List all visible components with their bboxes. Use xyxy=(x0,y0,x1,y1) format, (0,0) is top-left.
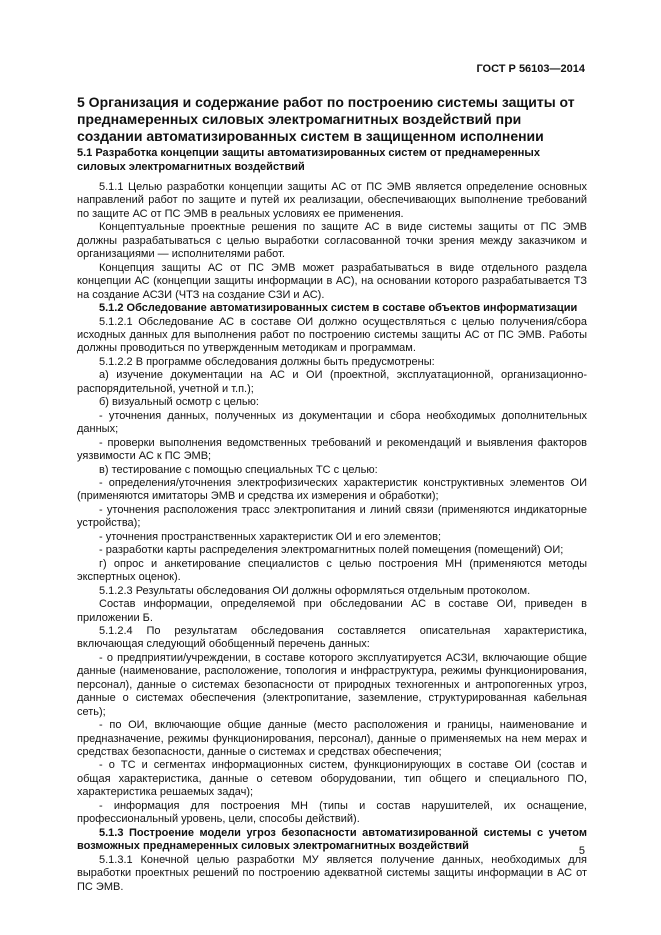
paragraph: 5.1.2.3 Результаты обследования ОИ должны оформляться отдельным протоколом. xyxy=(99,584,531,597)
list-item: в) тестирование с помощью специальных ТС с целью: xyxy=(99,463,378,476)
list-item: а) изучение документации на АС и ОИ (проектной, эксплуатационной, организационно-распорядительной, учетной и т.п.); xyxy=(77,369,587,395)
paragraph: 5.1.2.2 В программе обследования должны быть предусмотрены: xyxy=(99,355,435,368)
list-item: - уточнения пространственных характеристик ОИ и его элементов; xyxy=(99,530,442,543)
list-item: г) опрос и анкетирование специалистов с целью построения МН (применяются методы экспертных оценок). xyxy=(77,557,587,584)
list-item: - разработки карты распределения электромагнитных полей помещения (помещений) ОИ; xyxy=(99,544,564,557)
paragraph: 5.1.3.1 Конечной целью разработки МУ является получение данных, необходимых для выработки проектных решений по построению адекватной системы защиты информации в АС от ПС ЭМВ. xyxy=(77,853,587,893)
list-item: б) визуальный осмотр с целью: xyxy=(99,396,259,409)
list-item: - по ОИ, включающие общие данные (место расположения и границы, наименование и предназначение, режимы функционирования, персонал), данные о применяемых на нем мерах и средствах безопасности, данные о системах и средствах обеспечения; xyxy=(77,719,587,759)
list-item: - информация для построения МН (типы и состав нарушителей, их оснащение, профессиональный уровень, цели, способы действий). xyxy=(77,799,587,826)
paragraph: Концептуальные проектные решения по защите АС в виде системы защиты от ПС ЭМВ должны разрабатываться с целью выработки согласованной точки зрения между заказчиком и организациями — исполнителями работ. xyxy=(77,221,587,261)
list-item: - о ТС и сегментах информационных систем, функционирующих в составе ОИ (состав и общая характеристика, данные о сетевом оборудовании, тип общего и специального ПО, характеристика решаемых задач); xyxy=(77,759,587,799)
paragraph: Состав информации, определяемой при обследовании АС в составе ОИ, приведен в приложении Б. xyxy=(77,598,587,624)
subsection-title: 5.1 Разработка концепции защиты автоматизированных систем от преднамеренных силовых электромагнитных воздействий xyxy=(77,147,540,173)
page-number: 5 xyxy=(578,845,585,857)
standard-number: ГОСТ Р 56103—2014 xyxy=(476,63,585,75)
list-item: - о предприятии/учреждении, в составе которого эксплуатируется АСЗИ, включающие общие данные (наименование, расположение, топология и инфраструктура, режимы функционирования, персонал), данные о системах безопасности от природных техногенных и антропогенных угроз, данные о системах обеспечения (электропитание, заземление, структурированная кабельная сеть); xyxy=(77,651,587,718)
list-item: - определения/уточнения электрофизических характеристик конструктивных элементов ОИ (применяются имитаторы ЭМВ и средства их измерения и обработки); xyxy=(77,476,587,503)
paragraph: 5.1.2.4 По результатам обследования составляется описательная характеристика, включающая следующий обобщенный перечень данных: xyxy=(77,624,587,651)
list-item: - уточнения расположения трасс электропитания и линий связи (применяются индикаторные устройства); xyxy=(77,503,587,530)
list-item: - проверки выполнения ведомственных требований и рекомендаций и выявления факторов уязвимости АС к ПС ЭМВ; xyxy=(77,436,587,463)
subsection-heading: 5.1.2 Обследование автоматизированных систем в составе объектов информатизации xyxy=(99,302,578,315)
document-body xyxy=(77,181,587,894)
subsection-heading: 5.1.3 Построение модели угроз безопасности автоматизированной системы с учетом возможных преднамеренных силовых электромагнитных воздействий xyxy=(77,826,587,853)
section-title: 5 Организация и содержание работ по построению системы защиты от преднамеренных силовых электромагнитных воздействий при создании автоматизированных систем в защищенном исполнении xyxy=(77,94,575,144)
paragraph: Концепция защиты АС от ПС ЭМВ может разрабатываться в виде отдельного раздела концепции АС (концепции защиты информации в АС), на основании которого разрабатывается ТЗ на создание АСЗИ (ЧТЗ на создание СЗИ и АС). xyxy=(77,261,587,301)
paragraph: 5.1.1 Целью разработки концепции защиты АС от ПС ЭМВ является определение основных направлений работ по защите и путей их реализации, обеспечивающих выполнение требований по защите АС от ПС ЭМВ в реальных условиях ее применения. xyxy=(77,181,587,220)
list-item: - уточнения данных, полученных из документации и сбора необходимых дополнительных данных; xyxy=(77,409,587,436)
paragraph: 5.1.2.1 Обследование АС в составе ОИ должно осуществляться с целью получения/сбора исходных данных для выполнения работ по построению системы защиты АС от ПС ЭМВ. Работы должны проводиться по утвержденным методикам и программам. xyxy=(77,315,587,355)
